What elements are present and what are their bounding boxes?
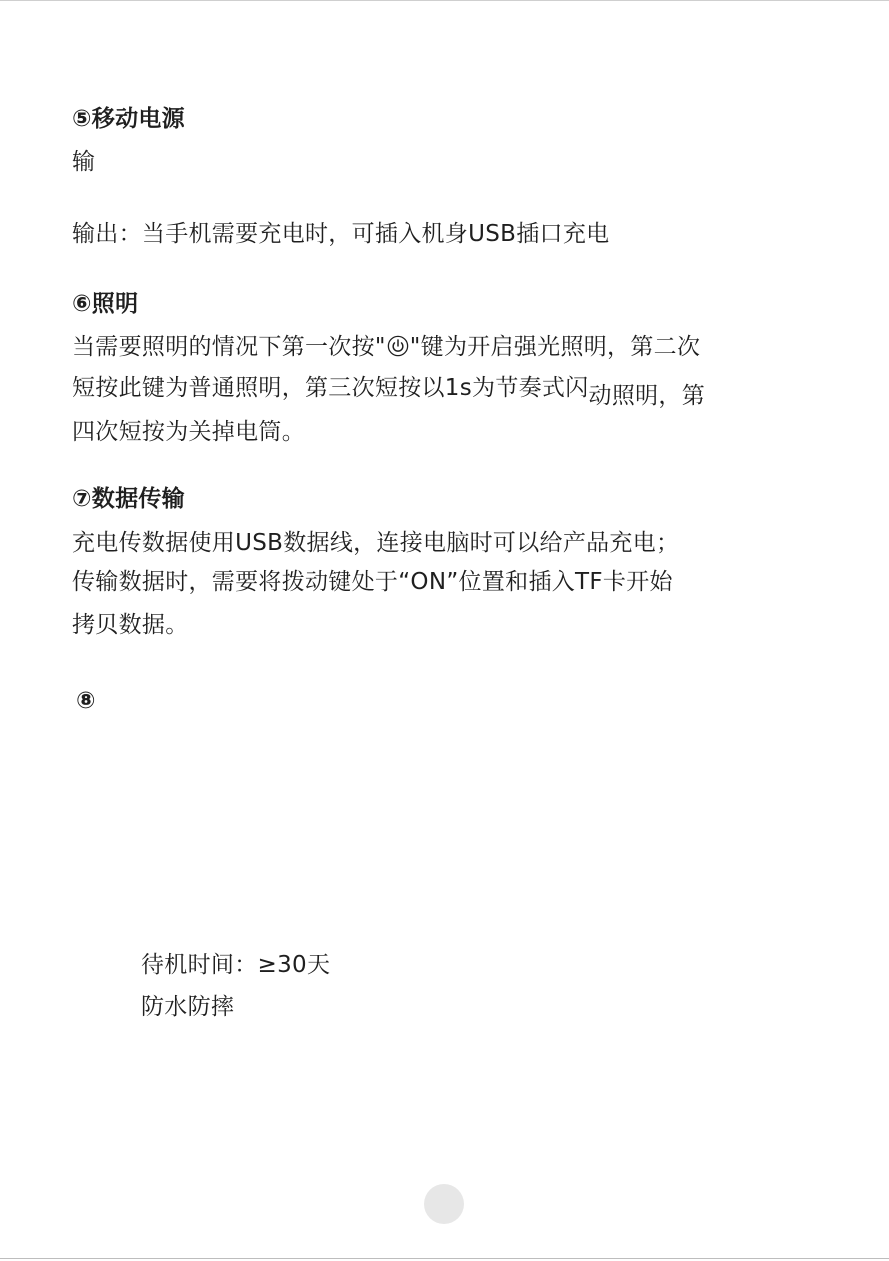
section-heading-8: ⑧: [76, 688, 96, 714]
waterproof-text: 防水防摔: [141, 994, 235, 1020]
data-transfer-line-1: 充电传数据使用USB数据线，连接电脑时可以给产品充电；: [72, 530, 680, 556]
standby-time-text: 待机时间：≥30天: [141, 952, 331, 978]
lighting-line-2-main: 短按此键为普通照明，第三次短按以1s为节奏式闪: [72, 375, 589, 401]
lighting-line-2-sub: 动照明，第: [588, 383, 706, 409]
lighting-line-1-before: 当需要照明的情况下第一次按": [72, 334, 386, 360]
lighting-line-1-after: "键为开启强光照明，第二次: [409, 334, 701, 360]
top-border: [0, 0, 889, 1]
lighting-line-2: [72, 373, 706, 409]
page-number-marker: [424, 1184, 464, 1224]
bottom-border: [0, 1258, 889, 1259]
power-bank-input-label: 输: [72, 149, 96, 175]
lighting-line-1: [72, 332, 700, 362]
power-bank-output-text: 输出：当手机需要充电时，可插入机身USB插口充电: [72, 221, 610, 247]
section-heading-lighting: ⑥照明: [72, 291, 139, 317]
lighting-line-3: 四次短按为关掉电筒。: [72, 419, 305, 445]
data-transfer-line-2: 传输数据时，需要将拨动键处于“ON”位置和插入TF卡开始: [72, 569, 673, 595]
power-icon: [387, 335, 409, 357]
section-heading-data-transfer: ⑦数据传输: [72, 486, 185, 512]
section-heading-power-bank: ⑤移动电源: [72, 106, 185, 132]
data-transfer-line-3: 拷贝数据。: [72, 612, 189, 638]
